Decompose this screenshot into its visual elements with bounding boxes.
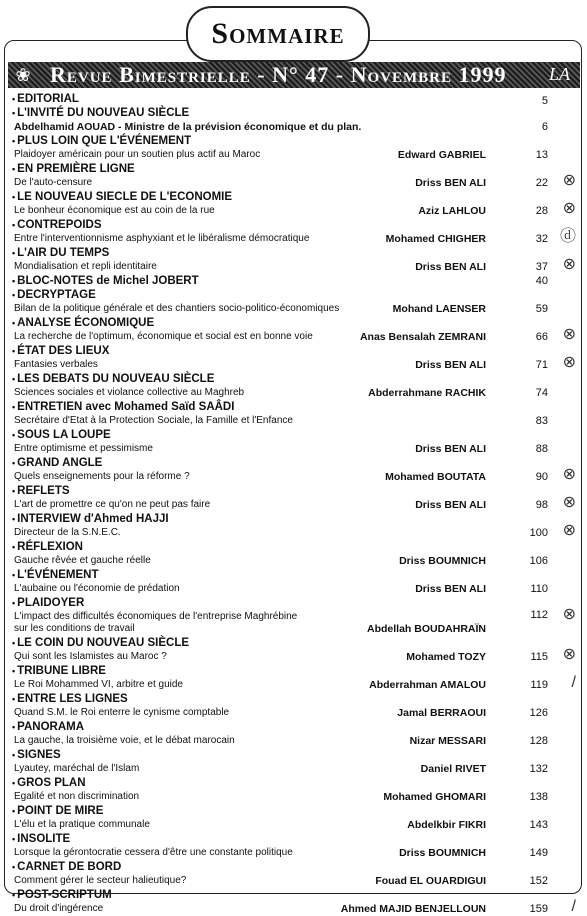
page-number: 112 xyxy=(530,609,548,621)
section-heading xyxy=(8,274,578,288)
toc-entry xyxy=(8,162,578,190)
page-number: 126 xyxy=(529,707,548,719)
page-number: 22 xyxy=(535,177,548,189)
author-name: Driss BEN ALI xyxy=(415,499,486,511)
entry-detail-row xyxy=(8,706,578,720)
page-number: 6 xyxy=(541,121,548,133)
page-number: 32 xyxy=(535,233,548,245)
author-name: Anas Bensalah ZEMRANI xyxy=(359,331,486,343)
section-heading xyxy=(8,596,578,610)
toc-entry xyxy=(8,664,578,692)
toc-entry xyxy=(8,540,578,568)
article-description: La gauche, la troisième voie, et le débat marocain xyxy=(14,735,235,746)
author-name: Abdelkbir FIKRI xyxy=(407,819,486,831)
handwritten-check-icon: ⊗ xyxy=(562,256,576,273)
section-heading xyxy=(8,288,578,302)
section-heading xyxy=(8,162,578,176)
article-description: Sciences sociales et violance collective au Maghreb xyxy=(14,387,245,398)
section-heading xyxy=(8,218,578,232)
article-description: Lorsque la gérontocratie cessera d'être une constante politique xyxy=(14,847,293,858)
page-number: 40 xyxy=(535,275,548,287)
section-heading xyxy=(8,664,578,678)
toc-entry xyxy=(8,776,578,804)
page-number: 13 xyxy=(535,149,548,161)
handwritten-check-icon: ⊗ xyxy=(562,606,576,623)
toc-entry xyxy=(8,288,578,316)
issue-banner xyxy=(8,62,580,88)
author-name: Fouad EL OUARDIGUI xyxy=(375,875,486,887)
swirl-logo-icon: ❀ xyxy=(15,64,31,85)
author-name: Mohamed BOUTATA xyxy=(385,471,486,483)
article-description: Fantasies verbales xyxy=(14,359,98,370)
toc-entry xyxy=(8,888,578,916)
author-name: Abderrahman AMALOU xyxy=(369,679,486,691)
toc-entry xyxy=(8,372,578,400)
toc-entry xyxy=(8,804,578,832)
handwritten-check-icon: / xyxy=(571,898,576,915)
section-heading xyxy=(8,512,578,526)
page-number: 149 xyxy=(529,847,548,859)
article-description: L'élu et la pratique communale xyxy=(14,819,150,830)
article-description: Abdelhamid AOUAD - Ministre de la prévision économique et du plan. xyxy=(14,121,362,133)
section-heading xyxy=(8,316,578,330)
section-title: ENTRETIEN avec Mohamed Saïd SAÂDI xyxy=(17,401,235,413)
title-box xyxy=(186,6,370,62)
section-title: L'ÉVÉNEMENT xyxy=(17,569,99,581)
page-number: 71 xyxy=(535,359,548,371)
section-title: CARNET DE BORD xyxy=(17,861,122,873)
entry-detail-row xyxy=(8,874,578,888)
handwritten-check-icon: ⊗ xyxy=(562,522,576,539)
page-number: 98 xyxy=(535,499,548,511)
author-name: Mohamed TOZY xyxy=(406,651,486,663)
entry-detail-row xyxy=(8,120,578,134)
article-description: Comment gérer le secteur halieutique? xyxy=(14,875,187,886)
handwritten-check-icon: ⓓ xyxy=(559,228,576,245)
toc-entry xyxy=(8,190,578,218)
page-number: 66 xyxy=(535,331,548,343)
article-description: La recherche de l'optimum, économique et social est en bonne voie xyxy=(14,331,313,342)
section-heading xyxy=(8,748,578,762)
page-number: 83 xyxy=(535,415,548,427)
section-heading xyxy=(8,636,578,650)
section-title: RÉFLEXION xyxy=(17,541,83,553)
section-title: POINT DE MIRE xyxy=(17,805,104,817)
page-number: 115 xyxy=(530,651,548,663)
article-description: Le bonheur économique est au coin de la rue xyxy=(14,205,215,216)
author-name: Driss BEN ALI xyxy=(415,359,486,371)
page-number: 143 xyxy=(529,819,548,831)
section-heading xyxy=(8,860,578,874)
section-heading xyxy=(8,106,578,120)
entry-detail-row xyxy=(8,522,578,540)
section-heading xyxy=(8,484,578,498)
toc-entry xyxy=(8,748,578,776)
article-description-continued: sur les conditions de travail xyxy=(14,623,135,634)
entry-detail-row xyxy=(8,898,578,916)
section-title: LES DEBATS DU NOUVEAU SIÈCLE xyxy=(17,373,215,385)
section-title: LE COIN DU NOUVEAU SIÈCLE xyxy=(17,637,190,649)
toc-entry xyxy=(8,720,578,748)
section-heading xyxy=(8,692,578,706)
section-title: POST-SCRIPTUM xyxy=(17,889,112,901)
section-heading xyxy=(8,400,578,414)
entry-detail-row xyxy=(8,734,578,748)
author-name: Driss BEN ALI xyxy=(415,261,486,273)
section-heading xyxy=(8,92,578,106)
article-description: Lyautey, maréchal de l'Islam xyxy=(14,763,140,774)
author-name: Driss BOUMNICH xyxy=(399,555,486,567)
toc-entry xyxy=(8,428,578,456)
page-number: 128 xyxy=(529,735,548,747)
section-title: INTERVIEW d'Ahmed HAJJI xyxy=(17,513,169,525)
toc-entry xyxy=(8,218,578,246)
section-heading xyxy=(8,190,578,204)
toc-entry xyxy=(8,316,578,344)
section-title: SOUS LA LOUPE xyxy=(17,429,111,441)
section-heading xyxy=(8,428,578,442)
section-heading xyxy=(8,344,578,358)
article-description: Le Roi Mohammed VI, arbitre et guide xyxy=(14,679,183,690)
section-title: BLOC-NOTES de Michel JOBERT xyxy=(17,275,199,287)
author-name: Nizar MESSARI xyxy=(409,735,486,747)
section-title: ÉTAT DES LIEUX xyxy=(17,345,110,357)
section-title: REFLETS xyxy=(17,485,70,497)
article-description: Plaidoyer américain pour un soutien plus actif au Maroc xyxy=(14,149,261,160)
toc-entry xyxy=(8,832,578,860)
section-title: GROS PLAN xyxy=(17,777,86,789)
article-description: Entre optimisme et pessimisme xyxy=(14,443,153,454)
entry-detail-row xyxy=(8,148,578,162)
page-number: 88 xyxy=(535,443,548,455)
toc-entry xyxy=(8,512,578,540)
toc-entry xyxy=(8,400,578,428)
page-number: 132 xyxy=(529,763,548,775)
toc-entry xyxy=(8,596,578,636)
author-name: Driss BEN ALI xyxy=(415,583,486,595)
article-description: L'aubaine ou l'économie de prédation xyxy=(14,583,180,594)
entry-detail-row xyxy=(8,846,578,860)
toc-entry xyxy=(8,484,578,512)
section-title: TRIBUNE LIBRE xyxy=(17,665,106,677)
entry-detail-row xyxy=(8,442,578,456)
page-number: 138 xyxy=(529,791,548,803)
article-description: Quand S.M. le Roi enterre le cynisme comptable xyxy=(14,707,230,718)
section-heading xyxy=(8,246,578,260)
toc-entry xyxy=(8,344,578,372)
handwritten-check-icon: ⊗ xyxy=(562,466,576,483)
author-name: Abdellah BOUDAHRAÏN xyxy=(366,623,486,635)
entry-detail-row xyxy=(8,172,578,190)
page-number: 100 xyxy=(529,527,548,539)
section-heading xyxy=(8,540,578,554)
toc-entry xyxy=(8,636,578,664)
toc-entry xyxy=(8,568,578,596)
entry-detail-row xyxy=(8,414,578,428)
toc-entry xyxy=(8,246,578,274)
section-heading xyxy=(8,776,578,790)
handwritten-check-icon: ⊗ xyxy=(562,494,576,511)
section-title: LE NOUVEAU SIECLE DE L'ECONOMIE xyxy=(17,191,233,203)
page-number: 106 xyxy=(529,555,548,567)
handwritten-check-icon: / xyxy=(571,674,576,691)
entry-detail-row xyxy=(8,554,578,568)
entry-detail-row xyxy=(8,762,578,776)
page-number: 152 xyxy=(529,875,548,887)
article-description: Entre l'interventionnisme asphyxiant et le libéralisme démocratique xyxy=(14,233,310,244)
article-description: De l'auto-censure xyxy=(14,177,93,188)
section-title: L'INVITÉ DU NOUVEAU SIÈCLE xyxy=(17,107,190,119)
section-heading xyxy=(8,804,578,818)
entry-detail-row xyxy=(8,646,578,664)
section-heading xyxy=(8,456,578,470)
entry-detail-row xyxy=(8,326,578,344)
author-name: Aziz LAHLOU xyxy=(418,205,486,217)
page-title: Sommaire xyxy=(211,17,345,50)
entry-detail-row xyxy=(8,228,578,246)
entry-detail-row xyxy=(8,302,578,316)
entry-detail-row xyxy=(8,818,578,832)
author-name: Mohamed CHIGHER xyxy=(385,233,486,245)
section-title: ENTRE LES LIGNES xyxy=(17,693,128,705)
article-description: L'art de promettre ce qu'on ne peut pas faire xyxy=(14,499,211,510)
article-description: Qui sont les Islamistes au Maroc ? xyxy=(14,651,167,662)
handwritten-check-icon: ⊗ xyxy=(562,326,576,343)
article-description: Quels enseignements pour la réforme ? xyxy=(14,471,190,482)
article-description: Gauche rêvée et gauche réelle xyxy=(14,555,151,566)
author-name: Abderrahmane RACHIK xyxy=(368,387,486,399)
handwritten-check-icon: ⊗ xyxy=(562,200,576,217)
toc-entry xyxy=(8,860,578,888)
author-name: Driss BEN ALI xyxy=(415,443,486,455)
author-name: Driss BOUMNICH xyxy=(399,847,486,859)
handwritten-check-icon: ⊗ xyxy=(562,172,576,189)
toc-entry xyxy=(8,274,578,288)
section-heading xyxy=(8,832,578,846)
entry-detail-row xyxy=(8,386,578,400)
author-name: Edward GABRIEL xyxy=(397,149,486,161)
toc-entry xyxy=(8,456,578,484)
article-description: Egalité et non discrimination xyxy=(14,791,140,802)
handwritten-mark: LA xyxy=(548,64,570,84)
section-title: ANALYSE ÉCONOMIQUE xyxy=(17,317,155,329)
toc-entry xyxy=(8,106,578,134)
author-name: Ahmed MAJID BENJELLOUN xyxy=(340,903,486,915)
article-description: Bilan de la politique générale et des chantiers socio-politico-économiques xyxy=(14,303,340,314)
section-heading xyxy=(8,372,578,386)
section-title: GRAND ANGLE xyxy=(17,457,103,469)
section-heading xyxy=(8,720,578,734)
handwritten-check-icon: ⊗ xyxy=(562,354,576,371)
page-number: 37 xyxy=(535,261,548,273)
article-description: Directeur de la S.N.E.C. xyxy=(14,527,121,538)
section-title: INSOLITE xyxy=(17,833,71,845)
section-title: L'AIR DU TEMPS xyxy=(17,247,110,259)
article-description: L'impact des difficultés économiques de l'entreprise Maghrébine xyxy=(14,611,298,622)
page-number: 5 xyxy=(541,95,548,107)
entry-detail-row xyxy=(8,354,578,372)
toc-entry xyxy=(8,92,578,106)
entry-detail-row xyxy=(8,582,578,596)
page-number: 59 xyxy=(535,303,548,315)
section-heading xyxy=(8,568,578,582)
page-number: 74 xyxy=(535,387,548,399)
handwritten-check-icon: ⊗ xyxy=(562,646,576,663)
banner-text: Revue Bimestrielle - N° 47 - Novembre 1999 xyxy=(50,62,507,87)
entry-detail-row xyxy=(8,200,578,218)
author-name: Daniel RIVET xyxy=(420,763,486,775)
author-name: Driss BEN ALI xyxy=(415,177,486,189)
page-number: 110 xyxy=(530,583,548,595)
page-number: 28 xyxy=(535,205,548,217)
table-of-contents xyxy=(8,92,578,916)
section-title: EDITORIAL xyxy=(17,93,79,105)
author-name: Mohamed GHOMARI xyxy=(383,791,486,803)
author-name: Jamal BERRAOUI xyxy=(397,707,486,719)
toc-entry xyxy=(8,692,578,720)
article-description: Mondialisation et repli identitaire xyxy=(14,261,157,272)
page-number: 159 xyxy=(529,903,548,915)
article-description: Du droit d'ingérence xyxy=(14,903,104,914)
entry-detail-row xyxy=(8,790,578,804)
entry-detail-row xyxy=(8,494,578,512)
entry-detail-row xyxy=(8,256,578,274)
section-title: PANORAMA xyxy=(17,721,85,733)
page-number: 119 xyxy=(530,679,548,691)
section-title: SIGNES xyxy=(17,749,61,761)
section-title: DECRYPTAGE xyxy=(17,289,96,301)
entry-detail-row xyxy=(8,466,578,484)
section-title: PLAIDOYER xyxy=(17,597,85,609)
author-name: Mohand LAENSER xyxy=(392,303,486,315)
entry-detail-row xyxy=(8,674,578,692)
section-title: CONTREPOIDS xyxy=(17,219,102,231)
entry-detail-row xyxy=(8,606,578,636)
section-heading xyxy=(8,134,578,148)
article-description: Secrétaire d'Etat à la Protection Sociale, la Famille et l'Enfance xyxy=(14,415,293,426)
section-title: PLUS LOIN QUE L'ÉVÉNEMENT xyxy=(17,135,192,147)
section-title: EN PREMIÈRE LIGNE xyxy=(17,163,135,175)
toc-entry xyxy=(8,134,578,162)
page-number: 90 xyxy=(535,471,548,483)
